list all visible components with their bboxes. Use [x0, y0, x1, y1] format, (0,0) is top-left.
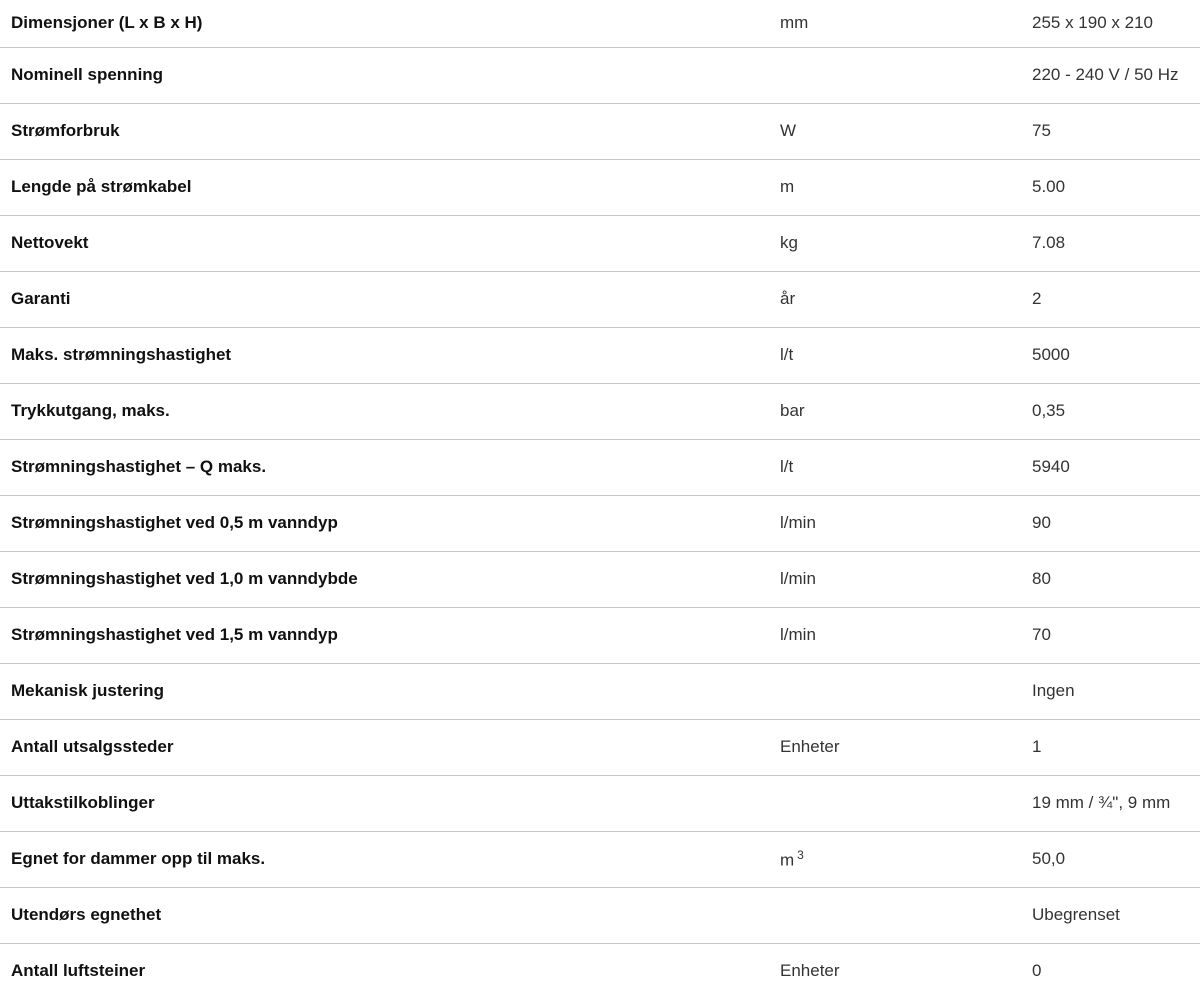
spec-unit: Enheter — [780, 944, 1032, 999]
spec-label: Egnet for dammer opp til maks. — [0, 832, 780, 888]
spec-value: 1 — [1032, 720, 1200, 776]
table-row — [0, 216, 1200, 272]
spec-unit: mm — [780, 0, 1032, 48]
table-row — [0, 328, 1200, 384]
spec-unit: m — [780, 160, 1032, 216]
spec-value: 255 x 190 x 210 — [1032, 0, 1200, 48]
spec-label: Strømningshastighet – Q maks. — [0, 440, 780, 496]
spec-unit: Enheter — [780, 720, 1032, 776]
spec-value: 220 - 240 V / 50 Hz — [1032, 48, 1200, 104]
spec-unit — [780, 832, 1032, 888]
table-row — [0, 552, 1200, 608]
spec-value: Ubegrenset — [1032, 888, 1200, 944]
table-row — [0, 440, 1200, 496]
table-row — [0, 888, 1200, 944]
spec-unit: bar — [780, 384, 1032, 440]
spec-label: Dimensjoner (L x B x H) — [0, 0, 780, 48]
spec-label: Strømningshastighet ved 1,0 m vanndybde — [0, 552, 780, 608]
spec-label: Strømforbruk — [0, 104, 780, 160]
spec-value: 75 — [1032, 104, 1200, 160]
spec-unit-superscript: 3 — [797, 848, 804, 862]
spec-label: Nettovekt — [0, 216, 780, 272]
table-row — [0, 776, 1200, 832]
spec-value: 2 — [1032, 272, 1200, 328]
spec-label: Uttakstilkoblinger — [0, 776, 780, 832]
spec-unit — [780, 776, 1032, 832]
spec-value: Ingen — [1032, 664, 1200, 720]
spec-value: 5000 — [1032, 328, 1200, 384]
spec-label: Strømningshastighet ved 1,5 m vanndyp — [0, 608, 780, 664]
table-row — [0, 664, 1200, 720]
spec-unit: l/min — [780, 608, 1032, 664]
spec-value: 90 — [1032, 496, 1200, 552]
table-row — [0, 832, 1200, 888]
spec-unit — [780, 48, 1032, 104]
spec-unit — [780, 664, 1032, 720]
spec-value: 5.00 — [1032, 160, 1200, 216]
spec-label: Maks. strømningshastighet — [0, 328, 780, 384]
spec-label: Antall luftsteiner — [0, 944, 780, 999]
spec-unit: år — [780, 272, 1032, 328]
table-row — [0, 384, 1200, 440]
spec-label: Strømningshastighet ved 0,5 m vanndyp — [0, 496, 780, 552]
spec-unit: l/min — [780, 496, 1032, 552]
table-row — [0, 160, 1200, 216]
spec-label: Nominell spenning — [0, 48, 780, 104]
spec-label: Antall utsalgssteder — [0, 720, 780, 776]
table-row — [0, 944, 1200, 999]
spec-value: 0,35 — [1032, 384, 1200, 440]
spec-value: 0 — [1032, 944, 1200, 999]
spec-value: 5940 — [1032, 440, 1200, 496]
spec-value: 50,0 — [1032, 832, 1200, 888]
table-row — [0, 104, 1200, 160]
spec-label: Mekanisk justering — [0, 664, 780, 720]
spec-label: Utendørs egnethet — [0, 888, 780, 944]
spec-unit: W — [780, 104, 1032, 160]
spec-unit: l/min — [780, 552, 1032, 608]
table-row — [0, 496, 1200, 552]
spec-value: 7.08 — [1032, 216, 1200, 272]
spec-unit: l/t — [780, 328, 1032, 384]
spec-label: Garanti — [0, 272, 780, 328]
spec-unit: kg — [780, 216, 1032, 272]
spec-value: 19 mm / ¾", 9 mm — [1032, 776, 1200, 832]
table-row — [0, 0, 1200, 48]
spec-value: 80 — [1032, 552, 1200, 608]
spec-value: 70 — [1032, 608, 1200, 664]
spec-unit — [780, 888, 1032, 944]
spec-unit-base: m — [780, 851, 794, 870]
spec-unit: l/t — [780, 440, 1032, 496]
table-row — [0, 272, 1200, 328]
table-row — [0, 720, 1200, 776]
spec-label: Trykkutgang, maks. — [0, 384, 780, 440]
table-row — [0, 48, 1200, 104]
table-row — [0, 608, 1200, 664]
spec-label: Lengde på strømkabel — [0, 160, 780, 216]
